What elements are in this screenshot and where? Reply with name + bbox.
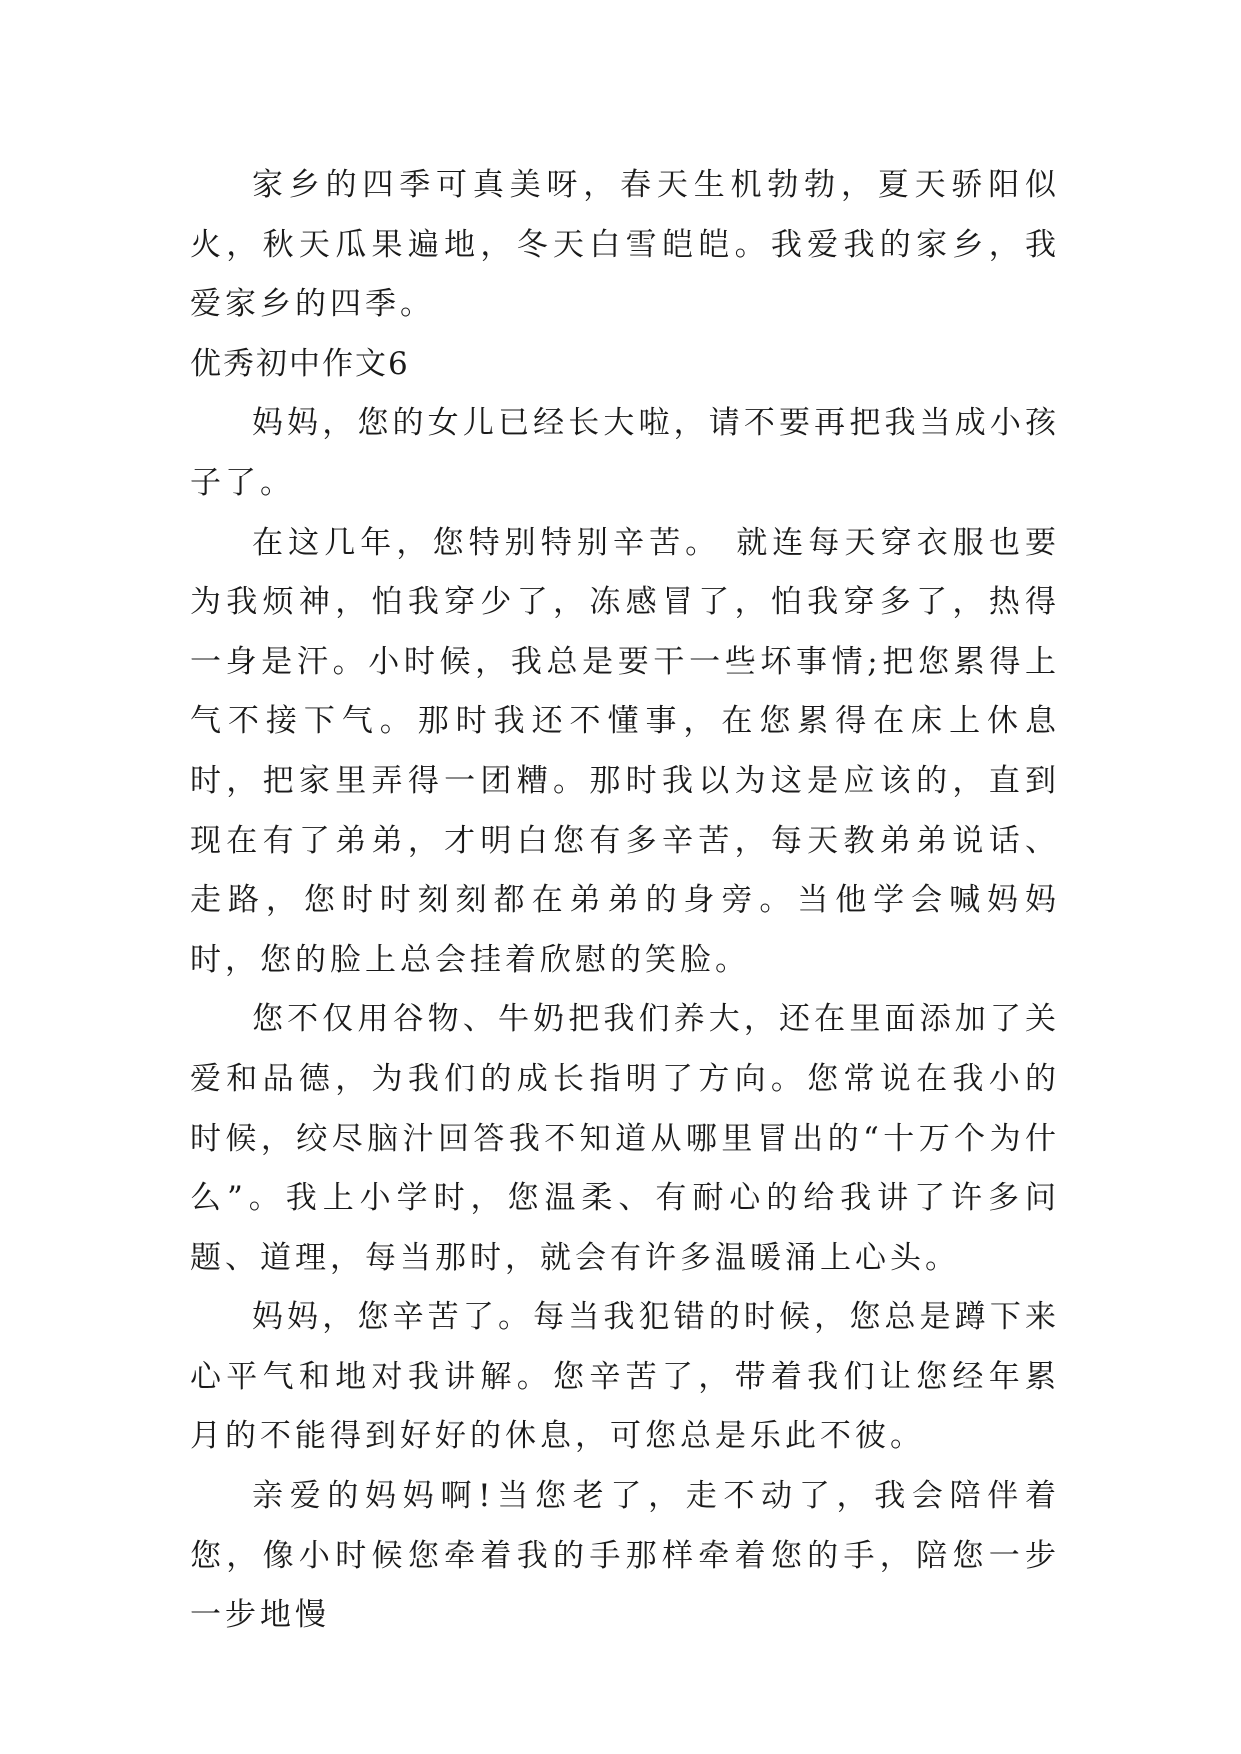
essay-heading: 优秀初中作文6 <box>190 345 410 382</box>
paragraph-seasons-ending: 家乡的四季可真美呀，春天生机勃勃，夏天骄阳似火，秋天瓜果遍地，冬天白雪皑皑。我爱我的家乡，我爱家乡的四季。 <box>190 167 1060 323</box>
paragraph-grown-up: 妈妈，您的女儿已经长大啦，请不要再把我当成小孩子了。 <box>190 405 1060 501</box>
paragraph-future-care: 亲爱的妈妈啊!当您老了，走不动了，我会陪伴着您，像小时候您牵着我的手那样牵着您的手，陪您一步一步地慢 <box>190 1478 1060 1634</box>
paragraph-patience: 妈妈，您辛苦了。每当我犯错的时候，您总是蹲下来心平气和地对我讲解。您辛苦了，带着我们让您经年累月的不能得到好好的休息，可您总是乐此不彼。 <box>190 1299 1060 1455</box>
paragraph-hard-work: 在这几年，您特别特别辛苦。 就连每天穿衣服也要为我烦神，怕我穿少了，冻感冒了，怕我穿多了，热得一身是汗。小时候，我总是要干一些坏事情;把您累得上气不接下气。那时我还不懂事，在您累得在床上休息时，把家里弄得一团糟。那时我以为这是应该的，直到现在有了弟弟，才明白您有多辛苦，每天教弟弟说话、走路，您时时刻刻都在弟弟的身旁。当他学会喊妈妈时，您的脸上总会挂着欣慰的笑脸。 <box>190 524 1060 978</box>
document-body <box>190 156 1060 1646</box>
paragraph-upbringing: 您不仅用谷物、牛奶把我们养大，还在里面添加了关爱和品德，为我们的成长指明了方向。您常说在我小的时候，绞尽脑汁回答我不知道从哪里冒出的“十万个为什么”。我上小学时，您温柔、有耐心的给我讲了许多问题、道理，每当那时，就会有许多温暖涌上心头。 <box>190 1001 1060 1276</box>
